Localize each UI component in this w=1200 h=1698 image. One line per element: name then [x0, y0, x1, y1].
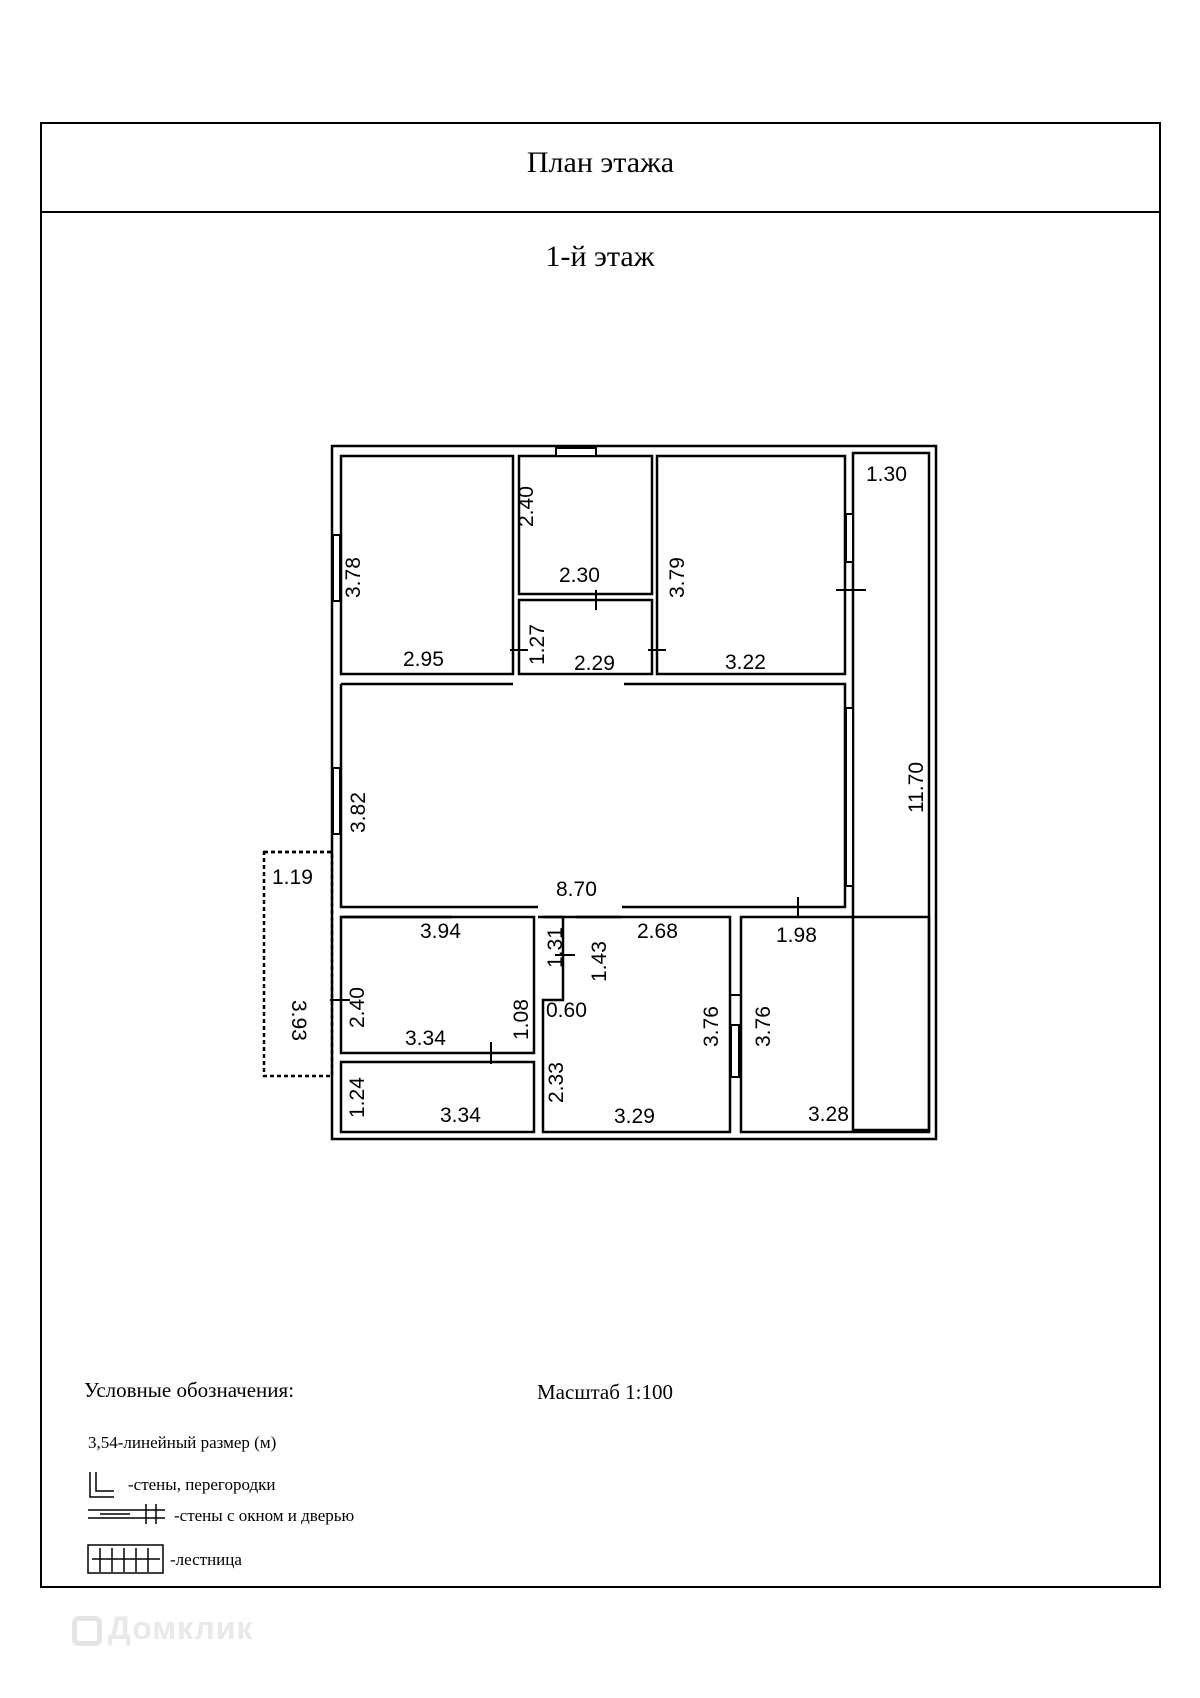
- dim-label: 3.79: [666, 557, 689, 598]
- scale-label: Масштаб 1:100: [537, 1380, 674, 1404]
- legend-stairs: [170, 1549, 242, 1570]
- dim-label: 3.94: [420, 920, 461, 943]
- dim-label: 0.60: [546, 999, 587, 1022]
- house-icon: [72, 1616, 102, 1646]
- dim-label: 1.24: [346, 1077, 369, 1118]
- dim-label: 2.40: [515, 486, 538, 527]
- dim-label: 2.29: [574, 652, 615, 675]
- dim-label: 3.34: [440, 1104, 481, 1127]
- dim-label: 1.30: [866, 463, 907, 486]
- window-east-2: [846, 708, 853, 886]
- dim-label: 2.30: [559, 564, 600, 587]
- dim-label: 3.78: [342, 557, 365, 598]
- dim-label: 11.70: [905, 762, 928, 813]
- legend-stairs-text: -лестница: [170, 1550, 242, 1570]
- dim-label: 3.82: [347, 792, 370, 833]
- dim-label: 3.29: [614, 1105, 655, 1128]
- watermark-text: Домклик: [108, 1610, 254, 1646]
- dim-label: 3.34: [405, 1027, 446, 1050]
- legend-walls-text: -стены, перегородки: [128, 1475, 276, 1495]
- legend-window-door: [174, 1505, 354, 1526]
- legend-wall-symbol: [90, 1472, 114, 1497]
- window-west-2: [333, 768, 340, 834]
- dim-label: 2.95: [403, 648, 444, 671]
- dim-label: 3.93: [287, 1000, 310, 1041]
- dim-label: 1.43: [588, 941, 611, 982]
- window-east-1: [846, 514, 853, 562]
- dim-label: 1.27: [526, 624, 549, 665]
- dim-label: 3.76: [752, 1006, 775, 1047]
- dim-label: 8.70: [556, 878, 597, 901]
- page-title: План этажа: [526, 146, 675, 179]
- window-west-1: [333, 535, 340, 601]
- dim-label: 3.22: [725, 651, 766, 674]
- living-room: [341, 684, 845, 907]
- dim-label: 1.19: [272, 866, 313, 889]
- legend-window-door-symbol: [88, 1504, 165, 1524]
- legend-window-door-text: -стены с окном и дверью: [174, 1506, 355, 1526]
- window-north: [556, 448, 596, 456]
- dim-label: 2.33: [545, 1062, 568, 1103]
- legend-linear-text: 3,54-линейный размер (м): [88, 1433, 277, 1453]
- dim-label: 3.28: [808, 1103, 849, 1126]
- dim-label: 1.98: [776, 924, 817, 947]
- legend-title: Условные обозначения:: [84, 1378, 295, 1402]
- dim-label: 1.08: [510, 999, 533, 1040]
- dim-label: 2.68: [637, 920, 678, 943]
- legend-stairs-symbol: [88, 1545, 163, 1573]
- storage: [341, 1062, 534, 1132]
- dim-label: 3.76: [700, 1006, 723, 1047]
- legend-linear-size: [88, 1432, 276, 1453]
- watermark: [72, 1610, 253, 1647]
- floor-subtitle: 1-й этаж: [545, 240, 655, 273]
- dim-label: 2.40: [346, 987, 369, 1028]
- room-nw: [341, 456, 513, 674]
- legend-walls: [128, 1474, 275, 1495]
- dim-label: 1.31: [544, 927, 567, 968]
- window-south-1: [731, 1025, 739, 1077]
